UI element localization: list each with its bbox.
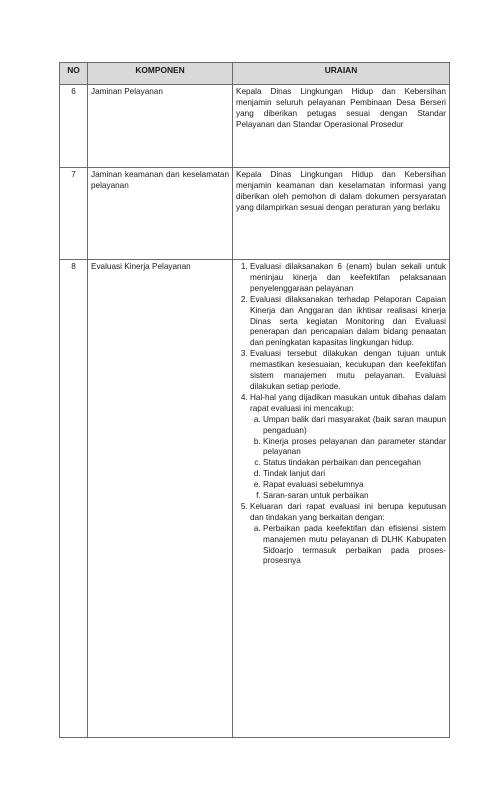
table-row [60,260,450,738]
row-uraian-list [233,260,450,738]
sublist-item: a. Umpan balik dari masyarakat (baik saran maupun pengaduan) [263,415,446,437]
row-komponen: Evaluasi Kinerja Pelayanan [88,260,233,738]
row-uraian: Kepala Dinas Lingkungan Hidup dan Kebersihan menjamin seluruh pelayanan Pembinaan Desa Berseri yang diberikan petugas sesuai dengan Standar Pelayanan dan Standar Operasional Prosedur [233,85,450,168]
list-item-intro: Hal-hal yang dijadikan masukan untuk dibahas dalam rapat evaluasi ini mencakup: [250,392,446,413]
sublist-item: a. Perbaikan pada keefektifan dan efisiensi sistem manajemen mutu pelayanan di DLHK Kabupaten Sidoarjo termasuk perbaikan pada proses-prosesnya [263,524,446,568]
table-header-row [60,63,450,85]
table-row [60,168,450,260]
header-komponen: KOMPONEN [88,63,233,85]
row-number: 8 [60,260,88,738]
sublist-item: f. Saran-saran untuk perbaikan [263,491,446,502]
input-sublist [250,415,446,502]
sublist-item: b. Kinerja proses pelayanan dan parameter standar pelayanan [263,437,446,459]
row-uraian: Kepala Dinas Lingkungan Hidup dan Kebersihan menjamin keamanan dan keselamatan informasi yang diberikan oleh pemohon di dalam dokumen persyaratan yang dilampirkan sesuai dengan peraturan yang berlaku [233,168,450,260]
list-item [250,393,446,502]
header-uraian: URAIAN [233,63,450,85]
row-komponen: Jaminan Pelayanan [88,85,233,168]
service-standard-table [59,62,450,738]
sublist-item: c. Status tindakan perbaikan dan pencegahan [263,458,446,469]
sublist-item: e. Rapat evaluasi sebelumnya [263,480,446,491]
list-item [250,502,446,567]
output-sublist [250,524,446,568]
header-no: NO [60,63,88,85]
list-item-intro: Keluaran dari rapat evaluasi ini berupa keputusan dan tindakan yang berkaitan dengan: [250,501,446,522]
evaluation-list [236,262,446,567]
list-item: 2. Evaluasi dilaksanakan terhadap Pelaporan Capaian Kinerja dan Anggaran dan ikhtisar realisasi kinerja Dinas serta kegiatan Monitoring dan Evaluasi penerapan dan pencapaian dalam bidang penaatan dan peningkatan kapasitas lingkungan hidup. [250,295,446,350]
list-item: 1. Evaluasi dilaksanakan 6 (enam) bulan sekali untuk meninjau kinerja dan keefektifan pelaksanaan penyelenggaraan pelayanan [250,262,446,295]
list-item: 3. Evaluasi tersebut dilakukan dengan tujuan untuk memastikan kesesuaian, kecukupan dan keefektifan sistem manajemen mutu pelayanan. Evaluasi dilakukan setiap periode. [250,349,446,393]
sublist-item: d. Tindak lanjut dari [263,469,446,480]
row-number: 7 [60,168,88,260]
row-komponen: Jaminan keamanan dan keselamatan pelayanan [88,168,233,260]
row-number: 6 [60,85,88,168]
table-row [60,85,450,168]
